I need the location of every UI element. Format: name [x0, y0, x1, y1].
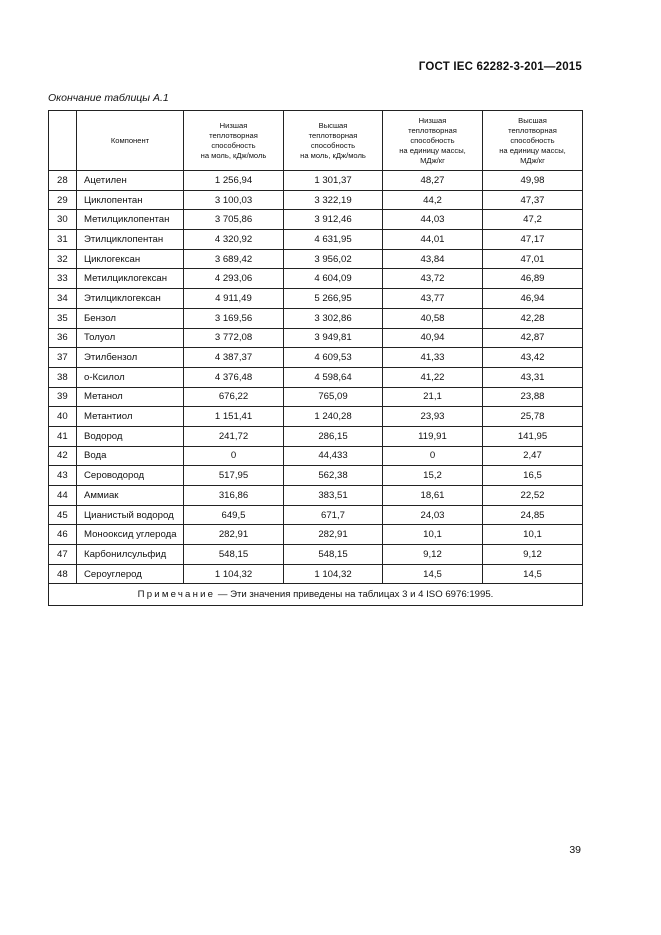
hhv-mass-cell: 47,37: [483, 190, 583, 210]
lhv-mass-cell: 21,1: [383, 387, 483, 407]
row-number-cell: 37: [49, 348, 77, 368]
lhv-mol-cell: 3 169,56: [184, 308, 284, 328]
lhv-mol-cell: 1 104,32: [184, 564, 284, 584]
hhv-mol-cell: 3 949,81: [284, 328, 383, 348]
lhv-mass-cell: 10,1: [383, 525, 483, 545]
lhv-mass-cell: 41,33: [383, 348, 483, 368]
col-lhv-mol-header: Низшая теплотворная способность на моль, кДж/моль: [184, 111, 284, 171]
hhv-mol-cell: 383,51: [284, 486, 383, 506]
lhv-mass-cell: 41,22: [383, 367, 483, 387]
hhv-mol-cell: 282,91: [284, 525, 383, 545]
component-name-cell: Циклопентан: [77, 190, 184, 210]
component-name-cell: Этилбензол: [77, 348, 184, 368]
row-number-cell: 42: [49, 446, 77, 466]
table-row: [49, 289, 583, 309]
row-number-cell: 35: [49, 308, 77, 328]
hhv-mass-cell: 16,5: [483, 466, 583, 486]
hhv-mol-cell: 3 956,02: [284, 249, 383, 269]
component-name-cell: Вода: [77, 446, 184, 466]
note-text: — Эти значения приведены на таблицах 3 и 4 ISO 6976:1995.: [215, 589, 494, 601]
row-number-cell: 46: [49, 525, 77, 545]
lhv-mol-cell: 1 151,41: [184, 407, 284, 427]
hhv-mass-cell: 24,85: [483, 505, 583, 525]
col-hhv-mass-header: Высшая теплотворная способность на единицу массы, МДж/кг: [483, 111, 583, 171]
hhv-mol-cell: 4 604,09: [284, 269, 383, 289]
row-number-cell: 48: [49, 564, 77, 584]
table-row: [49, 308, 583, 328]
table-row: [49, 505, 583, 525]
lhv-mol-cell: 4 293,06: [184, 269, 284, 289]
table-row: [49, 171, 583, 191]
table-note: [49, 584, 583, 606]
hhv-mol-cell: 765,09: [284, 387, 383, 407]
row-number-cell: 38: [49, 367, 77, 387]
component-name-cell: Аммиак: [77, 486, 184, 506]
table-row: [49, 328, 583, 348]
hhv-mol-cell: 1 104,32: [284, 564, 383, 584]
table-note-row: [49, 584, 583, 606]
hhv-mass-cell: 9,12: [483, 545, 583, 565]
hhv-mass-cell: 141,95: [483, 426, 583, 446]
hhv-mass-cell: 10,1: [483, 525, 583, 545]
hhv-mass-cell: 46,89: [483, 269, 583, 289]
table-row: [49, 446, 583, 466]
hhv-mol-cell: 5 266,95: [284, 289, 383, 309]
hhv-mol-cell: 548,15: [284, 545, 383, 565]
hhv-mass-cell: 14,5: [483, 564, 583, 584]
table-row: [49, 564, 583, 584]
component-name-cell: Этилциклогексан: [77, 289, 184, 309]
hhv-mass-cell: 43,31: [483, 367, 583, 387]
component-name-cell: Цианистый водород: [77, 505, 184, 525]
component-name-cell: о-Ксилол: [77, 367, 184, 387]
lhv-mol-cell: 4 387,37: [184, 348, 284, 368]
table-row: [49, 525, 583, 545]
hhv-mol-cell: 286,15: [284, 426, 383, 446]
component-name-cell: Ацетилен: [77, 171, 184, 191]
table-row: [49, 387, 583, 407]
component-name-cell: Метантиол: [77, 407, 184, 427]
lhv-mol-cell: 316,86: [184, 486, 284, 506]
lhv-mol-cell: 1 256,94: [184, 171, 284, 191]
heating-values-table: [48, 110, 583, 606]
table-row: [49, 545, 583, 565]
lhv-mass-cell: 0: [383, 446, 483, 466]
lhv-mol-cell: 4 376,48: [184, 367, 284, 387]
hhv-mol-cell: 562,38: [284, 466, 383, 486]
hhv-mass-cell: 49,98: [483, 171, 583, 191]
lhv-mol-cell: 3 705,86: [184, 210, 284, 230]
col-number-header: [49, 111, 77, 171]
hhv-mol-cell: 1 240,28: [284, 407, 383, 427]
lhv-mass-cell: 44,03: [383, 210, 483, 230]
hhv-mol-cell: 4 631,95: [284, 230, 383, 250]
lhv-mol-cell: 517,95: [184, 466, 284, 486]
component-name-cell: Метанол: [77, 387, 184, 407]
lhv-mol-cell: 676,22: [184, 387, 284, 407]
component-name-cell: Метилциклогексан: [77, 269, 184, 289]
lhv-mol-cell: 3 772,08: [184, 328, 284, 348]
col-hhv-mol-header: Высшая теплотворная способность на моль, кДж/моль: [284, 111, 383, 171]
component-name-cell: Толуол: [77, 328, 184, 348]
table-row: [49, 190, 583, 210]
table-row: [49, 426, 583, 446]
lhv-mol-cell: 649,5: [184, 505, 284, 525]
row-number-cell: 30: [49, 210, 77, 230]
row-number-cell: 39: [49, 387, 77, 407]
lhv-mass-cell: 44,01: [383, 230, 483, 250]
lhv-mass-cell: 119,91: [383, 426, 483, 446]
component-name-cell: Карбонилсульфид: [77, 545, 184, 565]
hhv-mol-cell: 1 301,37: [284, 171, 383, 191]
lhv-mass-cell: 43,77: [383, 289, 483, 309]
lhv-mol-cell: 548,15: [184, 545, 284, 565]
row-number-cell: 34: [49, 289, 77, 309]
standard-code: ГОСТ IEC 62282-3-201—2015: [418, 61, 582, 73]
row-number-cell: 43: [49, 466, 77, 486]
lhv-mol-cell: 3 689,42: [184, 249, 284, 269]
lhv-mol-cell: 3 100,03: [184, 190, 284, 210]
table-caption: Окончание таблицы А.1: [48, 92, 169, 104]
row-number-cell: 31: [49, 230, 77, 250]
table-row: [49, 230, 583, 250]
hhv-mass-cell: 2,47: [483, 446, 583, 466]
hhv-mol-cell: 3 912,46: [284, 210, 383, 230]
component-name-cell: Сероуглерод: [77, 564, 184, 584]
lhv-mol-cell: 4 320,92: [184, 230, 284, 250]
table-header-row: [49, 111, 583, 171]
lhv-mass-cell: 40,58: [383, 308, 483, 328]
row-number-cell: 44: [49, 486, 77, 506]
note-label: Примечание: [137, 589, 216, 601]
table-row: [49, 367, 583, 387]
component-name-cell: Циклогексан: [77, 249, 184, 269]
row-number-cell: 28: [49, 171, 77, 191]
hhv-mass-cell: 47,17: [483, 230, 583, 250]
row-number-cell: 40: [49, 407, 77, 427]
row-number-cell: 41: [49, 426, 77, 446]
table-row: [49, 486, 583, 506]
lhv-mass-cell: 40,94: [383, 328, 483, 348]
lhv-mass-cell: 23,93: [383, 407, 483, 427]
component-name-cell: Метилциклопентан: [77, 210, 184, 230]
hhv-mass-cell: 22,52: [483, 486, 583, 506]
lhv-mass-cell: 9,12: [383, 545, 483, 565]
lhv-mol-cell: 282,91: [184, 525, 284, 545]
hhv-mass-cell: 25,78: [483, 407, 583, 427]
table-row: [49, 269, 583, 289]
page-number: 39: [569, 844, 581, 856]
col-lhv-mass-header: Низшая теплотворная способность на единицу массы, МДж/кг: [383, 111, 483, 171]
lhv-mass-cell: 15,2: [383, 466, 483, 486]
row-number-cell: 45: [49, 505, 77, 525]
component-name-cell: Монооксид углерода: [77, 525, 184, 545]
component-name-cell: Водород: [77, 426, 184, 446]
table-row: [49, 348, 583, 368]
lhv-mol-cell: 0: [184, 446, 284, 466]
hhv-mol-cell: 4 609,53: [284, 348, 383, 368]
lhv-mol-cell: 241,72: [184, 426, 284, 446]
hhv-mol-cell: 3 302,86: [284, 308, 383, 328]
lhv-mass-cell: 43,84: [383, 249, 483, 269]
hhv-mol-cell: 671,7: [284, 505, 383, 525]
hhv-mol-cell: 4 598,64: [284, 367, 383, 387]
hhv-mass-cell: 47,01: [483, 249, 583, 269]
col-component-header: Компонент: [77, 111, 184, 171]
component-name-cell: Сероводород: [77, 466, 184, 486]
row-number-cell: 33: [49, 269, 77, 289]
lhv-mol-cell: 4 911,49: [184, 289, 284, 309]
lhv-mass-cell: 48,27: [383, 171, 483, 191]
hhv-mass-cell: 43,42: [483, 348, 583, 368]
table-row: [49, 249, 583, 269]
lhv-mass-cell: 43,72: [383, 269, 483, 289]
hhv-mass-cell: 42,28: [483, 308, 583, 328]
row-number-cell: 29: [49, 190, 77, 210]
hhv-mass-cell: 23,88: [483, 387, 583, 407]
lhv-mass-cell: 24,03: [383, 505, 483, 525]
lhv-mass-cell: 44,2: [383, 190, 483, 210]
lhv-mass-cell: 18,61: [383, 486, 483, 506]
row-number-cell: 32: [49, 249, 77, 269]
hhv-mol-cell: 3 322,19: [284, 190, 383, 210]
component-name-cell: Этилциклопентан: [77, 230, 184, 250]
lhv-mass-cell: 14,5: [383, 564, 483, 584]
row-number-cell: 47: [49, 545, 77, 565]
hhv-mass-cell: 42,87: [483, 328, 583, 348]
table-row: [49, 210, 583, 230]
hhv-mass-cell: 46,94: [483, 289, 583, 309]
table-row: [49, 407, 583, 427]
hhv-mol-cell: 44,433: [284, 446, 383, 466]
component-name-cell: Бензол: [77, 308, 184, 328]
row-number-cell: 36: [49, 328, 77, 348]
table-row: [49, 466, 583, 486]
hhv-mass-cell: 47,2: [483, 210, 583, 230]
